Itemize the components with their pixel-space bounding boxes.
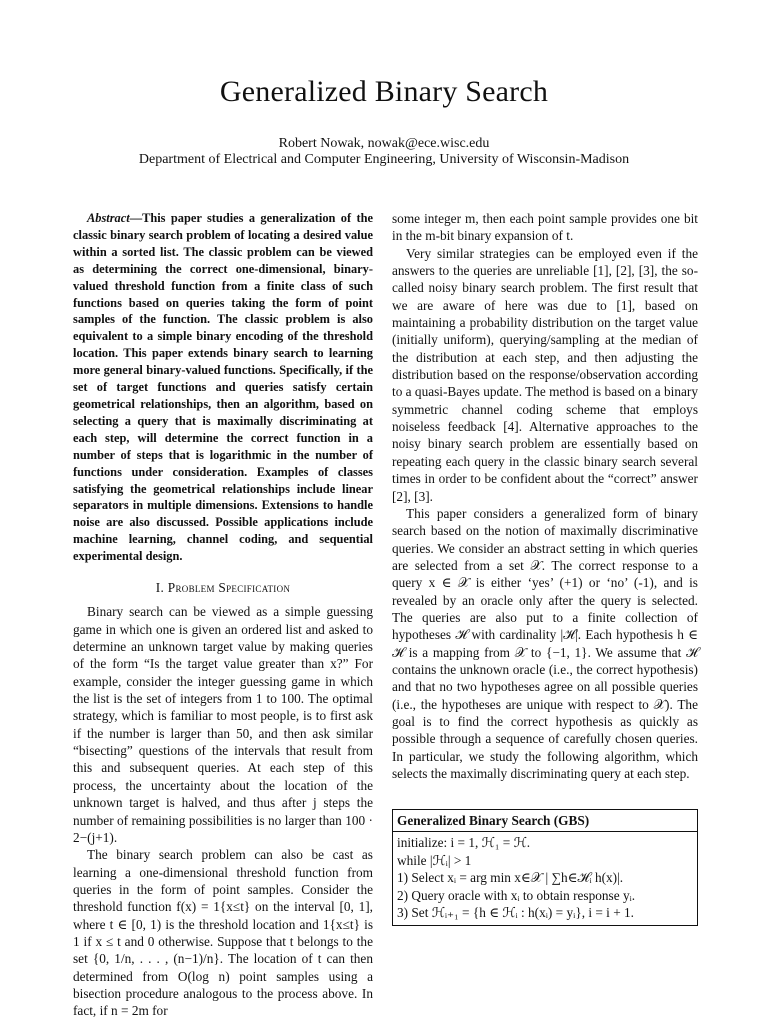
paragraph: Binary search can be viewed as a simple guessing game in which one is given an ordered list and asked to determine an unknown target value by making queries of the form “Is the target value greater than x?” For example, consider the integer guessing game in which the list is the set of integers from 1 to 100. The optimal strategy, which is familiar to most people, is to first ask if the number is larger than 50, and then ask similar “bisecting” questions of the intervals that result from this and subsequent queries. At each step of this process, the uncertainty about the location of the unknown target is halved, and thus after j steps the number of remaining possibilities is no larger than 100 · 2−(j+1). — [73, 604, 373, 845]
algorithm-body — [393, 832, 697, 925]
section-title: Problem Specification — [167, 580, 291, 596]
algorithm-line: 1) Select xᵢ = arg min x∈𝒳 | ∑h∈ℋᵢ h(x)|. — [397, 870, 624, 886]
paragraph: This paper considers a generalized form of binary search based on the notion of maximally discriminative queries. We consider an abstract setting in which queries are selected from a set 𝒳. The correct response to a query x ∈ 𝒳 is either ‘yes’ (+1) or ‘no’ (-1), and is revealed by an oracle only after the query is selected. The queries are also put to a finite collection of hypotheses ℋ with cardinality |ℋ|. Each hypothesis h ∈ ℋ is a mapping from 𝒳 to {−1, 1}. We assume that ℋ contains the unknown oracle (i.e., the correct hypothesis) and that no two hypotheses agree on all possible queries (i.e., the hypotheses are unique with respect to 𝒳). The goal is to find the correct hypothesis as quickly as possible through a sequence of carefully chosen queries. In particular, we study the following algorithm, which selects the maximally discriminating query at each step. — [392, 505, 698, 781]
paragraph: Very similar strategies can be employed even if the answers to the queries are unreliable [1], [2], [3], the so-called noisy binary search problem. The first result that we are aware of here was due to [1], based on maintaining a probability distribution on the target value (initially uniform), querying/sampling at the median of the distribution at each step, and then adjusting the distribution based on the response/observation according to a quasi-Bayes update. The method is based on a binary symmetric channel coding scheme that employs noiseless feedback [4]. Alternative approaches to the noisy binary search problem are essentially based on repeating each query in the classic binary search several times in order to be confident about the “correct” answer [2], [3]. — [392, 245, 698, 504]
algorithm-title: Generalized Binary Search (GBS) — [393, 810, 697, 832]
algorithm-box — [392, 809, 698, 926]
author-line: Robert Nowak, nowak@ece.wisc.edu — [278, 136, 490, 151]
abstract — [73, 210, 373, 565]
left-column — [73, 210, 373, 1020]
paragraph: some integer m, then each point sample provides one bit in the m-bit binary expansion of t. — [392, 211, 698, 244]
paper-title: Generalized Binary Search — [219, 75, 549, 108]
right-column — [392, 210, 698, 782]
algorithm-line: 3) Set ℋᵢ₊₁ = {h ∈ ℋᵢ : h(xᵢ) = yᵢ}, i = i + 1. — [397, 905, 635, 921]
algorithm-line: 2) Query oracle with xᵢ to obtain response yᵢ. — [397, 887, 636, 903]
abstract-label: Abstract — [87, 211, 130, 225]
algorithm-line: while |ℋᵢ| > 1 — [397, 852, 472, 868]
paragraph: The binary search problem can also be cast as learning a one-dimensional threshold function from queries in the form of point samples. Consider the threshold function f(x) = 1{x≤t} on the interval [0, 1], where t ∈ [0, 1) is the threshold location and 1{x≤t} is 1 if x ≤ t and 0 otherwise. Suppose that t belongs to the set {0, 1/n, . . . , (n−1)/n}. The location of t can then determined from O(log n) point samples using a bisection procedure analogous to the process above. In fact, if n = 2m for — [73, 847, 373, 1019]
section-numeral: I. — [155, 580, 165, 596]
abstract-text: —This paper studies a generalization of the classic binary search problem of locating a desired value within a sorted list. The classic problem can be viewed as determining the correct one-dimensional, binary-valued threshold function from a finite class of such functions based on queries taking the form of point samples of the function. The classic problem is also equivalent to a simple binary encoding of the threshold location. This paper extends binary search to learning more general binary-valued functions. Specifically, if the set of target functions and queries satisfy certain geometrical relationships, then an algorithm, based on selecting a query that is maximally discriminating at each step, will determine the correct function in a number of steps that is logarithmic in the number of functions under consideration. Examples of classes satisfying the geometrical relationships include linear separators in multiple dimensions. Extensions to handle noise are also discussed. Possible applications include machine learning, channel coding, and sequential experimental design. — [73, 211, 373, 564]
affiliation: Department of Electrical and Computer Engineering, University of Wisconsin-Madison — [138, 152, 630, 167]
algorithm-line: initialize: i = 1, ℋ₁ = ℋ. — [397, 835, 531, 851]
section-heading — [73, 579, 373, 596]
